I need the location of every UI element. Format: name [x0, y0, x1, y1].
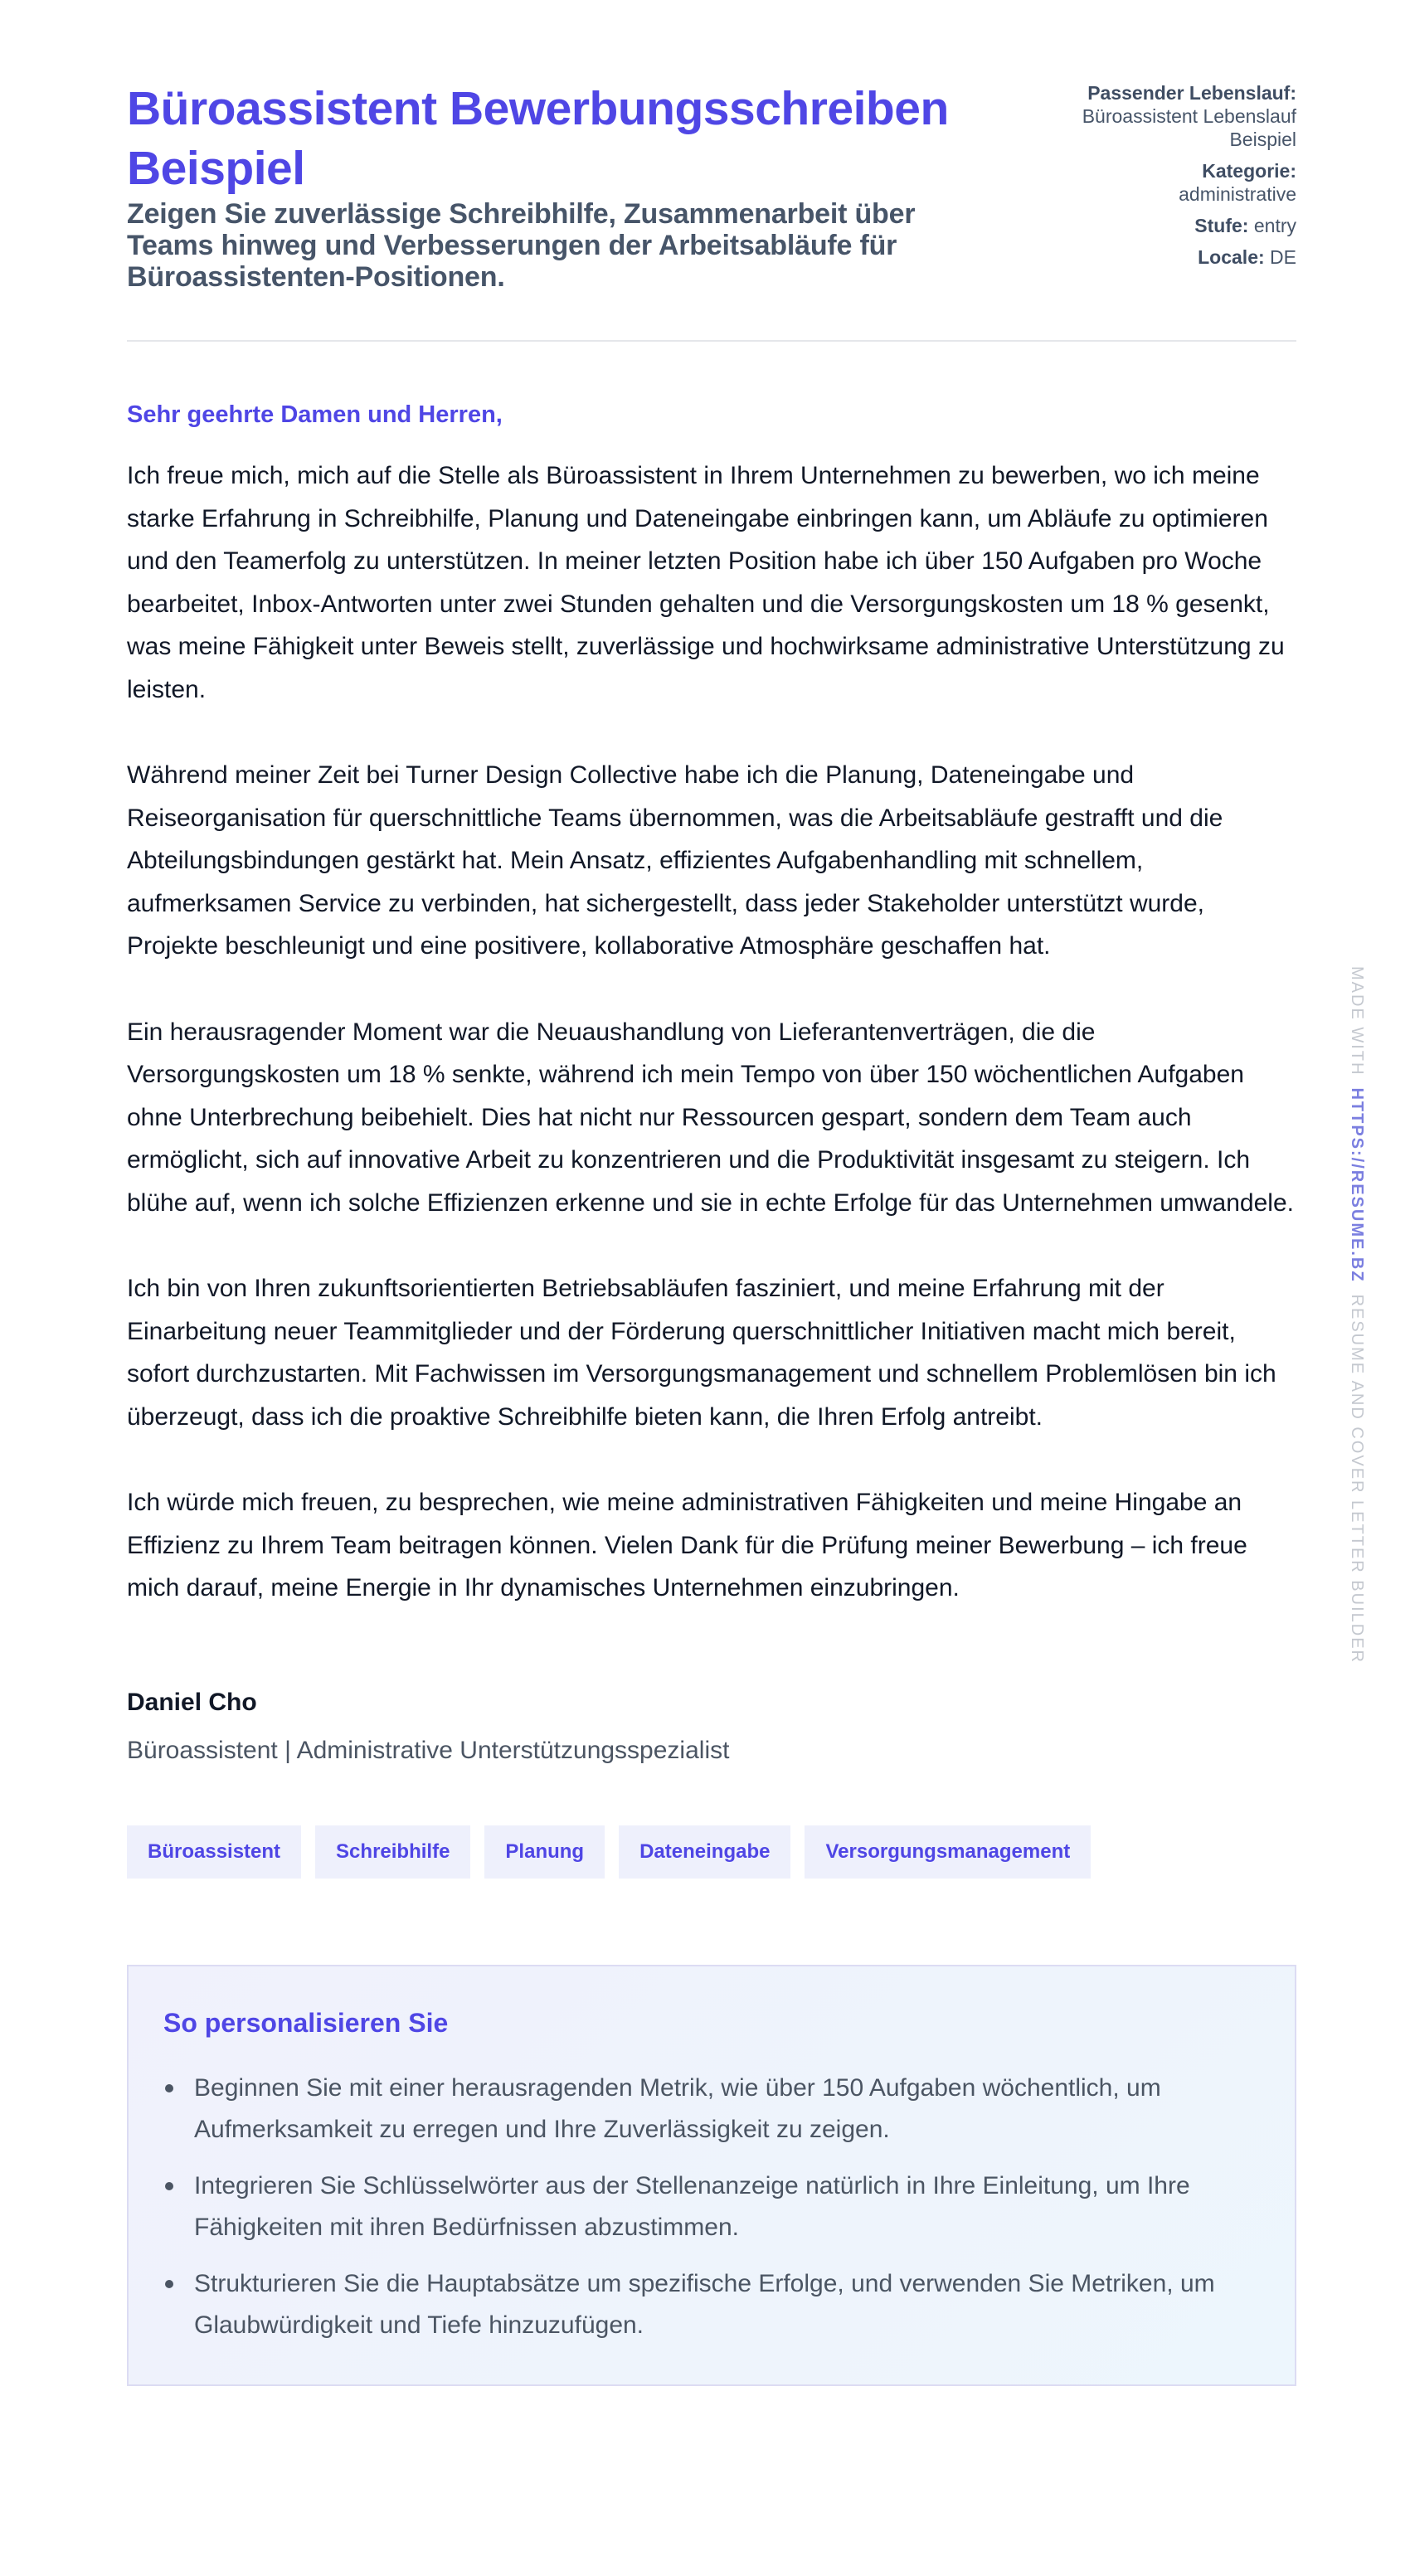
skill-tag: Versorgungsmanagement: [805, 1825, 1091, 1879]
skill-tag: Schreibhilfe: [315, 1825, 470, 1879]
cover-letter-page: [127, 0, 1296, 2386]
watermark-text: [1345, 966, 1369, 1664]
meta-locale-label: Locale:: [1198, 246, 1265, 268]
meta-category: [1023, 159, 1296, 206]
signature-name: Daniel Cho: [127, 1688, 257, 1716]
title-block: [127, 79, 1006, 293]
bullet-icon: [165, 2280, 173, 2288]
meta-locale: [1023, 245, 1296, 269]
meta-category-value: administrative: [1179, 183, 1296, 205]
skill-tag: Dateneingabe: [619, 1825, 790, 1879]
bullet-icon: [165, 2182, 173, 2190]
watermark-link[interactable]: HTTPS://RESUME.BZ: [1348, 1087, 1366, 1283]
meta-resume-label: Passender Lebenslauf:: [1087, 82, 1296, 104]
meta-category-label: Kategorie:: [1202, 160, 1296, 182]
meta-resume: [1023, 81, 1296, 151]
letter-paragraph: Ein herausragender Moment war die Neuaushandlung von Lieferantenverträgen, die die Versorgungskosten um 18 % senkte, während ich mein Tempo von über 150 wöchentlichen Aufgaben ohne Unterbrechung beibehielt. Dies hat nicht nur Ressourcen gespart, sondern dem Team auch ermöglicht, sich auf innovative Arbeit zu konzentrieren und die Produktivität insgesamt zu steigern. Ich blühe auf, wenn ich solche Effizienzen erkenne und sie in echte Erfolge für das Unternehmen umwandele.: [127, 1018, 1294, 1217]
meta-panel: [1023, 81, 1296, 277]
skill-tag: Büroassistent: [127, 1825, 301, 1879]
personalization-tips: [127, 1965, 1296, 2386]
page-title: Büroassistent Bewerbungsschreiben Beispiel: [127, 82, 949, 195]
meta-locale-value: DE: [1270, 246, 1296, 268]
meta-level: [1023, 214, 1296, 237]
watermark-suffix: RESUME AND COVER LETTER BUILDER: [1348, 1294, 1366, 1664]
watermark-prefix: MADE WITH: [1348, 966, 1366, 1077]
vertical-watermark: [1342, 966, 1378, 1664]
bullet-icon: [165, 2084, 173, 2092]
page-header: [127, 0, 1296, 340]
tips-title: So personalisieren Sie: [163, 2007, 449, 2038]
page-subtitle: Zeigen Sie zuverlässige Schreibhilfe, Zusammenarbeit über Teams hinweg und Verbesserungen der Arbeitsabläufe für Büroassistenten-Positionen.: [127, 198, 916, 293]
tips-item-text: Beginnen Sie mit einer herausragenden Metrik, wie über 150 Aufgaben wöchentlich, um Aufmerksamkeit zu erregen und Ihre Zuverlässigkeit zu zeigen.: [194, 2073, 1161, 2143]
meta-level-label: Stufe:: [1194, 215, 1249, 236]
meta-level-value: entry: [1253, 215, 1296, 236]
tips-item: [163, 2068, 1260, 2151]
signature-block: [127, 1686, 1296, 1767]
header-divider: [127, 340, 1296, 342]
letter-paragraph: Ich freue mich, mich auf die Stelle als Büroassistent in Ihrem Unternehmen zu bewerben, wo ich meine starke Erfahrung in Schreibhilfe, Planung und Dateneingabe einbringen kann, um Abläufe zu optimieren und den Teamerfolg zu unterstützen. In meiner letzten Position habe ich über 150 Aufgaben pro Woche bearbeitet, Inbox-Antworten unter zwei Stunden gehalten und die Versorgungskosten um 18 % gesenkt, was meine Fähigkeit unter Beweis stellt, zuverlässige und hochwirksame administrative Unterstützung zu leisten.: [127, 462, 1285, 703]
skill-tags: [127, 1825, 1296, 1879]
letter-paragraph: Ich würde mich freuen, zu besprechen, wie meine administrativen Fähigkeiten und meine Hingabe an Effizienz zu Ihrem Team beitragen können. Vielen Dank für die Prüfung meiner Bewerbung – ich freue mich darauf, meine Energie in Ihr dynamisches Unternehmen einzubringen.: [127, 1489, 1247, 1601]
tips-item: [163, 2263, 1260, 2346]
signature-title: Büroassistent | Administrative Unterstützungsspezialist: [127, 1736, 730, 1764]
letter-greeting: Sehr geehrte Damen und Herren,: [127, 401, 503, 428]
tips-item-text: Strukturieren Sie die Hauptabsätze um spezifische Erfolge, und verwenden Sie Metriken, um Glaubwürdigkeit und Tiefe hinzuzufügen.: [194, 2269, 1215, 2339]
letter-paragraph: Während meiner Zeit bei Turner Design Collective habe ich die Planung, Dateneingabe und Reiseorganisation für querschnittliche Teams übernommen, was die Arbeitsabläufe gestrafft und die Abteilungsbindungen gestärkt hat. Mein Ansatz, effizientes Aufgabenhandling mit schnellem, aufmerksamen Service zu verbinden, hat sichergestellt, dass jeder Stakeholder unterstützt wurde, Projekte beschleunigt und eine positivere, kollaborative Atmosphäre geschaffen hat.: [127, 761, 1223, 960]
tips-item: [163, 2165, 1260, 2248]
letter-body: [127, 454, 1296, 1610]
tips-item-text: Integrieren Sie Schlüsselwörter aus der Stellenanzeige natürlich in Ihre Einleitung, um Ihre Fähigkeiten mit ihren Bedürfnissen abzustimmen.: [194, 2171, 1190, 2241]
skill-tag: Planung: [484, 1825, 605, 1879]
letter-paragraph: Ich bin von Ihren zukunftsorientierten Betriebsabläufen fasziniert, und meine Erfahrung mit der Einarbeitung neuer Teammitglieder und der Förderung querschnittlicher Initiativen macht mich bereit, sofort durchzustarten. Mit Fachwissen im Versorgungsmanagement und schnellem Problemlösen bin ich überzeugt, dass ich die proaktive Schreibhilfe bieten kann, die Ihren Erfolg antreibt.: [127, 1275, 1276, 1431]
tips-list: [163, 2068, 1260, 2346]
meta-resume-value[interactable]: Büroassistent Lebenslauf Beispiel: [1082, 105, 1296, 150]
